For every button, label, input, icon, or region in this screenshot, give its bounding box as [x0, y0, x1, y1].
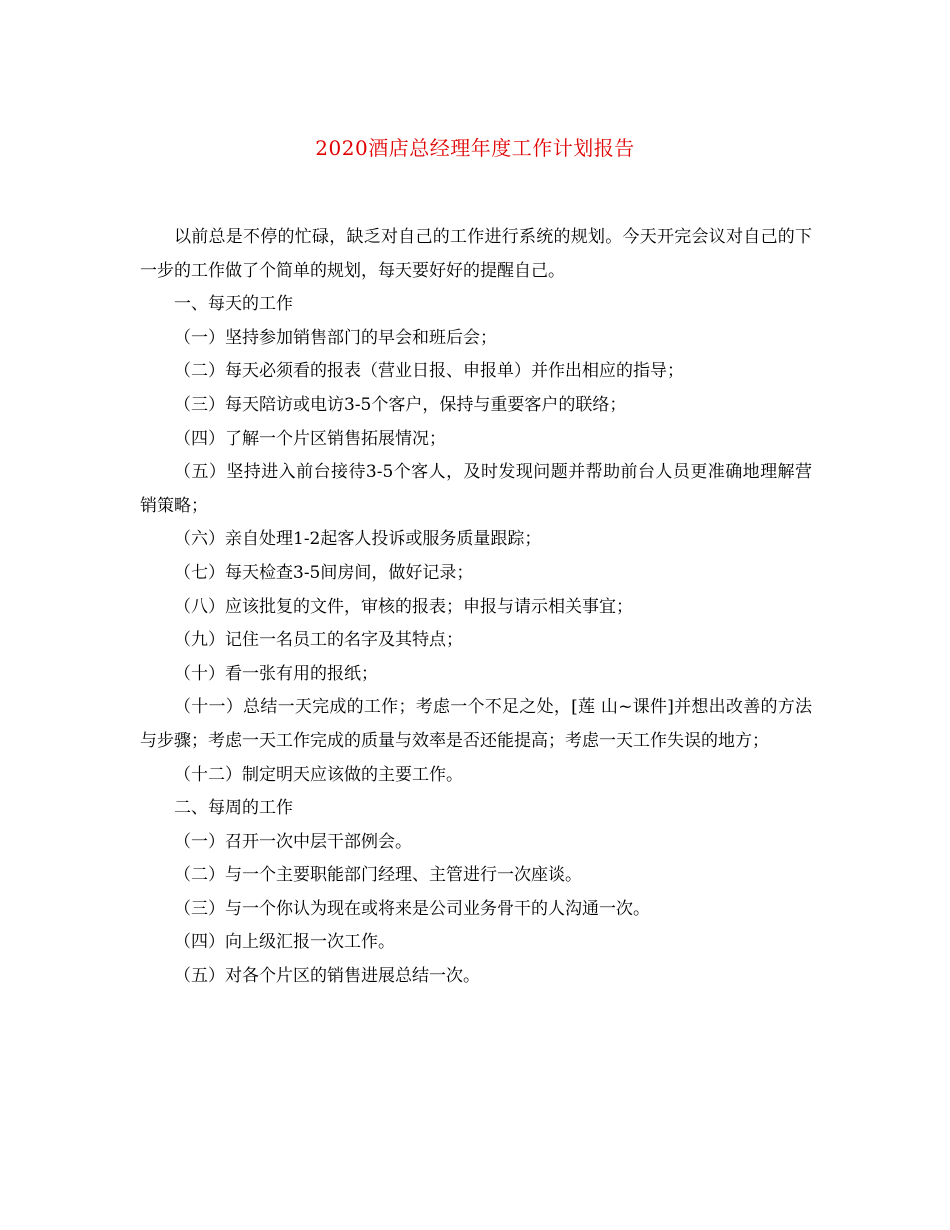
list-item: （六）亲自处理1-2起客人投诉或服务质量跟踪； [174, 529, 542, 550]
document-body [140, 221, 812, 994]
list-item: （九）记住一名员工的名字及其特点； [174, 630, 463, 651]
list-item: （三）与一个你认为现在或将来是公司业务骨干的人沟通一次。 [174, 898, 650, 919]
list-item: （十二）制定明天应该做的主要工作。 [174, 764, 463, 785]
list-item: （四）了解一个片区销售拓展情况； [174, 428, 446, 449]
section-heading-daily: 一、每天的工作 [174, 294, 293, 315]
list-item: （十一）总结一天完成的工作；考虑一个不足之处，[莲 山~课件]并想出改善的方法与步骤；考虑一天工作完成的质量与效率是否还能提高；考虑一天工作失误的地方； [140, 697, 812, 751]
section-heading-weekly: 二、每周的工作 [174, 798, 293, 819]
list-item: （一）坚持参加销售部门的早会和班后会； [174, 327, 497, 348]
intro-paragraph: 以前总是不停的忙碌，缺乏对自己的工作进行系统的规划。今天开完会议对自己的下一步的工作做了个简单的规划，每天要好好的提醒自己。 [140, 227, 812, 281]
list-item: （七）每天检查3-5间房间，做好记录； [174, 562, 474, 583]
list-item: （二）每天必须看的报表（营业日报、申报单）并作出相应的指导； [174, 361, 684, 382]
list-item: （五）对各个片区的销售进展总结一次。 [174, 966, 480, 987]
list-item: （三）每天陪访或电访3-5个客户，保持与重要客户的联络； [174, 394, 627, 415]
list-item: （二）与一个主要职能部门经理、主管进行一次座谈。 [174, 865, 582, 886]
list-item: （四）向上级汇报一次工作。 [174, 932, 395, 953]
list-item: （八）应该批复的文件，审核的报表；申报与请示相关事宜； [174, 596, 633, 617]
document-title: 2020酒店总经理年度工作计划报告 [315, 136, 635, 160]
list-item: （五）坚持进入前台接待3-5个客人，及时发现问题并帮助前台人员更准确地理解营销策略； [140, 462, 812, 516]
list-item: （十）看一张有用的报纸； [174, 663, 378, 684]
list-item: （一）召开一次中层干部例会。 [174, 831, 412, 852]
